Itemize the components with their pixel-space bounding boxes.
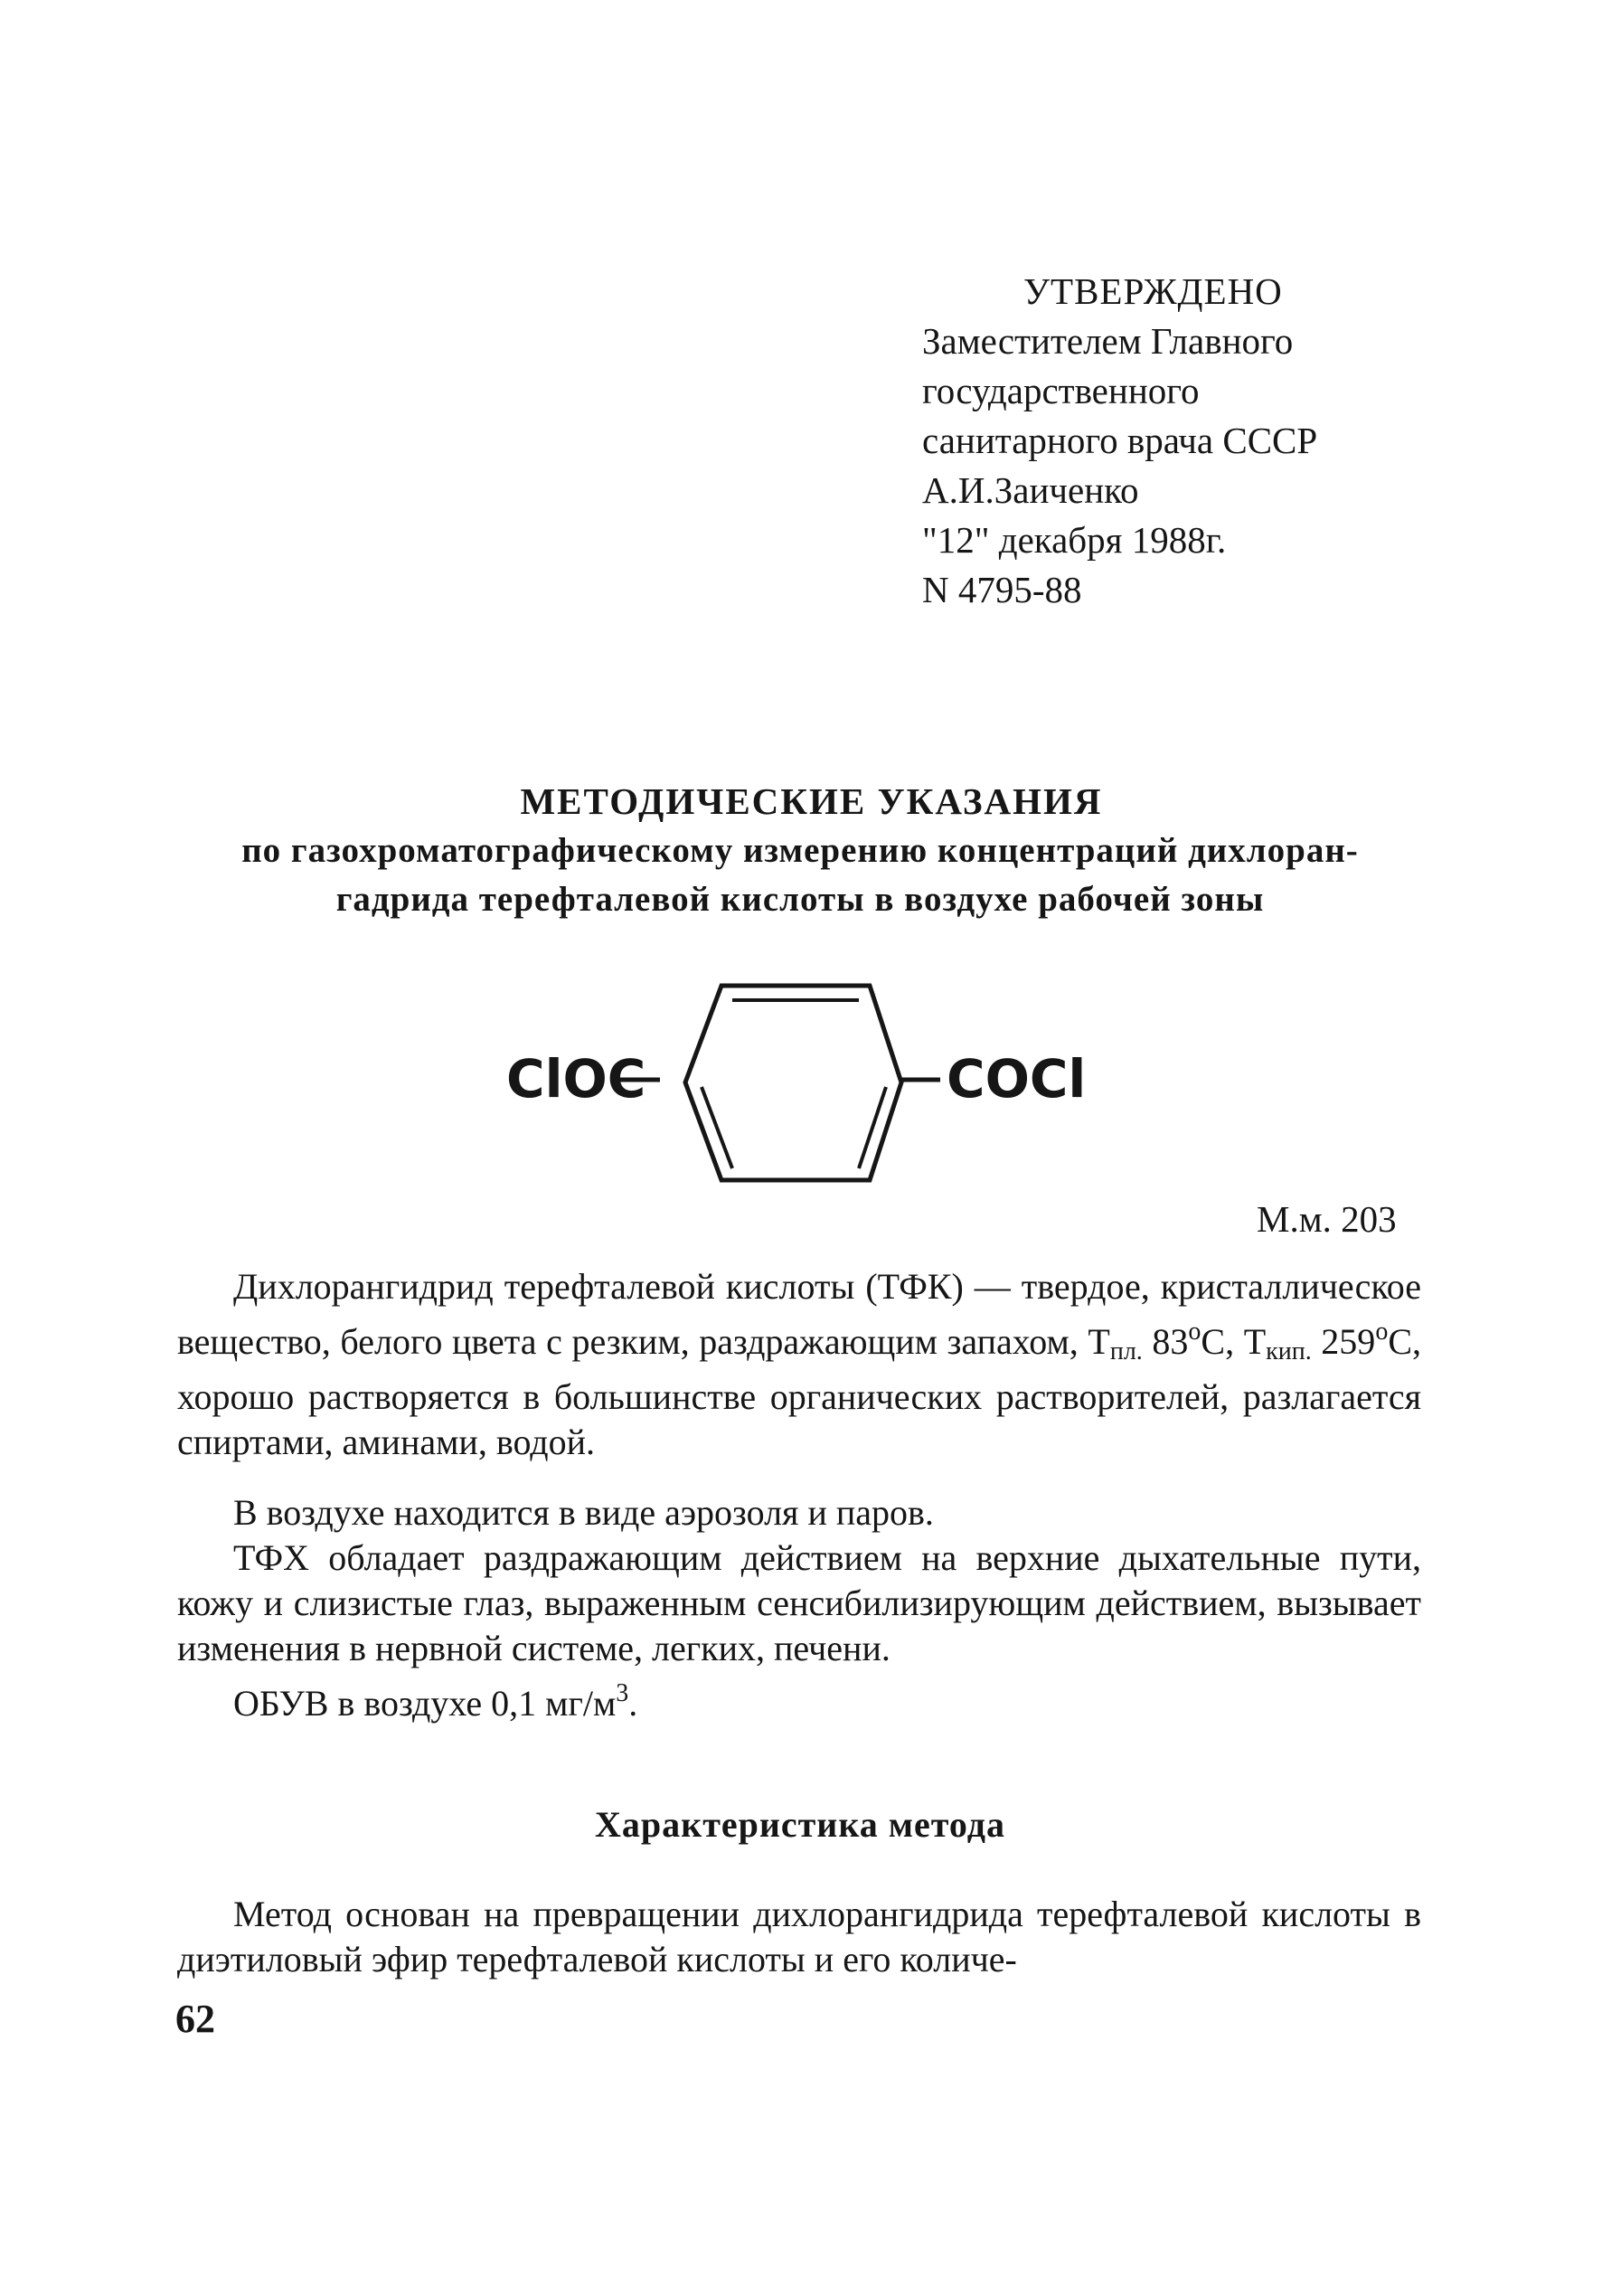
benzene-double-bonds xyxy=(702,1000,886,1168)
approval-line-name: А.И.Заиченко xyxy=(922,469,1139,511)
degree-sign-2: о xyxy=(1375,1318,1389,1346)
document-title-block xyxy=(181,776,1419,924)
exposure-limit-text: ОБУВ в воздухе 0,1 мг/м xyxy=(233,1683,617,1724)
boiling-point-value: 259 xyxy=(1311,1321,1376,1362)
document-subtitle-line-2: гадрида терефталевой кислоты в воздухе рабочей зоны xyxy=(335,880,1265,919)
approval-title: УТВЕРЖДЕНО xyxy=(1023,270,1283,312)
description-text-1c: С, хорошо растворяется в большинстве органических растворителей, разлагается спиртами, аминами, водой. xyxy=(177,1321,1421,1462)
formula-left-group: ClOC xyxy=(506,1048,646,1110)
document-subtitle-line-1: по газохроматографическому измерению концентраций дихлоран- xyxy=(241,831,1359,870)
exposure-limit-period: . xyxy=(628,1683,638,1724)
method-section-heading: Характеристика метода xyxy=(595,1804,1005,1845)
formula-right-group: COCl xyxy=(947,1048,1087,1110)
melting-point-value: 83 xyxy=(1142,1321,1189,1362)
description-paragraph-3: ТФХ обладает раздражающим действием на верхние дыхательные пути, кожу и слизистые глаз, выраженным сенсибилизирующим действием, вызывает изменения в нервной системе, легких, печени. xyxy=(177,1537,1421,1668)
description-text-1a: Дихлорангидрид терефталевой кислоты (ТФК) — твердое, кристаллическое вещество, белого цвета с резким, раздражающим запахом, Т xyxy=(177,1266,1421,1362)
degree-sign-1: о xyxy=(1188,1318,1202,1346)
description-paragraph-4 xyxy=(177,1671,1421,1726)
page-number: 62 xyxy=(175,1997,215,2041)
approval-line-state: государственного xyxy=(922,370,1200,411)
approval-line-number: N 4795-88 xyxy=(922,569,1082,610)
method-paragraph-1: Метод основан на превращении дихлорангидрида терефталевой кислоты в диэтиловый эфир терефталевой кислоты и его количе- xyxy=(177,1894,1421,1979)
melting-point-subscript: пл. xyxy=(1109,1337,1143,1365)
approval-line-doctor: санитарного врача СССР xyxy=(922,420,1318,461)
description-paragraph-1 xyxy=(177,1264,1421,1465)
benzene-ring xyxy=(685,986,901,1180)
molar-mass: М.м. 203 xyxy=(1257,1198,1397,1240)
document-title: МЕТОДИЧЕСКИЕ УКАЗАНИЯ xyxy=(520,780,1103,822)
cubic-superscript: 3 xyxy=(616,1679,629,1707)
approval-line-date: "12" декабря 1988г. xyxy=(922,519,1227,561)
description-paragraph-2: В воздухе находится в виде аэрозоля и паров. xyxy=(233,1492,934,1533)
structural-formula xyxy=(506,981,1121,1198)
description-text-1b: С, Т xyxy=(1201,1321,1267,1362)
approval-block xyxy=(922,267,1555,615)
benzene-ring-diagram xyxy=(506,981,1121,1198)
approval-line-position: Заместителем Главного xyxy=(922,320,1294,362)
boiling-point-subscript: кип. xyxy=(1266,1337,1312,1365)
